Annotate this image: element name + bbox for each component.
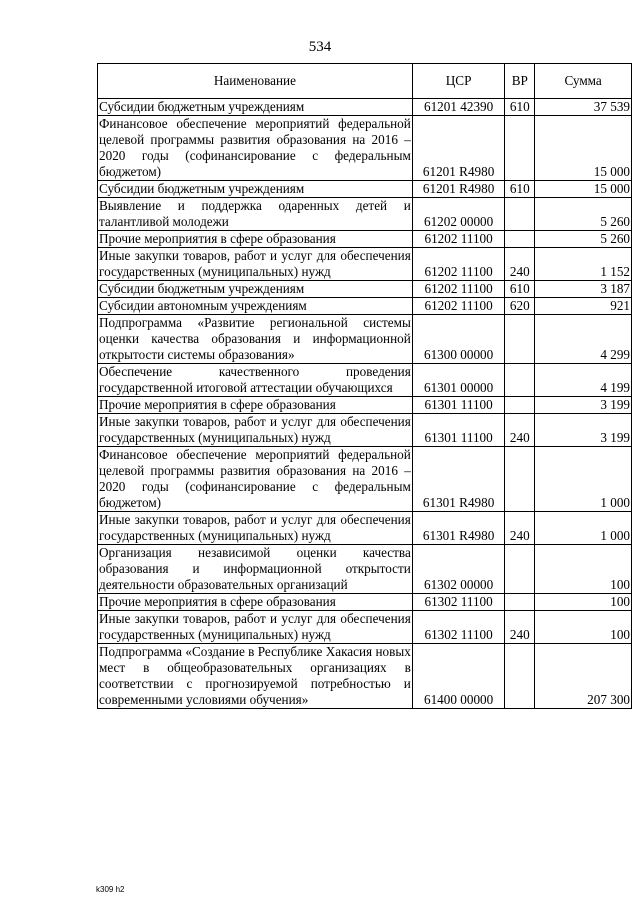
table-row [98, 281, 632, 298]
cell-sum: 3 187 [535, 281, 632, 298]
cell-csr: 61300 00000 [412, 315, 505, 364]
cell-vr [505, 447, 535, 512]
cell-csr: 61301 11100 [412, 397, 505, 414]
cell-vr [505, 545, 535, 594]
cell-vr [505, 594, 535, 611]
cell-name: Выявление и поддержка одаренных детей и талантливой молодежи [99, 198, 411, 229]
cell-csr: 61202 11100 [412, 231, 505, 248]
table-row [98, 298, 632, 315]
cell-vr: 240 [505, 248, 535, 281]
cell-name: Прочие мероприятия в сфере образования [98, 594, 413, 611]
cell-csr: 61302 11100 [412, 611, 505, 644]
table-row [98, 611, 632, 644]
table-row [98, 198, 632, 231]
page-number: 534 [308, 39, 332, 55]
cell-name: Субсидии автономным учреждениям [98, 298, 413, 315]
table-row [98, 512, 632, 545]
cell-sum: 100 [535, 611, 632, 644]
cell-sum: 4 299 [535, 315, 632, 364]
cell-sum: 5 260 [535, 198, 632, 231]
cell-sum: 100 [535, 545, 632, 594]
cell-vr: 610 [505, 181, 535, 198]
cell-name: Субсидии бюджетным учреждениям [98, 281, 413, 298]
cell-name: Прочие мероприятия в сфере образования [98, 231, 413, 248]
cell-name: Иные закупки товаров, работ и услуг для обеспечения государственных (муниципальных) нужд [99, 512, 411, 543]
cell-csr: 61202 11100 [412, 298, 505, 315]
cell-sum: 1 000 [535, 447, 632, 512]
table-row [98, 414, 632, 447]
table-row [98, 116, 632, 181]
cell-vr: 240 [505, 611, 535, 644]
cell-sum: 100 [535, 594, 632, 611]
cell-name: Подпрограмма «Развитие региональной системы оценки качества образования и информационной открытости системы образования» [99, 315, 411, 362]
budget-table [97, 63, 632, 709]
cell-csr: 61301 11100 [412, 414, 505, 447]
cell-csr: 61301 R4980 [412, 512, 505, 545]
cell-sum: 37 539 [535, 99, 632, 116]
cell-name: Иные закупки товаров, работ и услуг для обеспечения государственных (муниципальных) нужд [99, 248, 411, 279]
cell-name: Иные закупки товаров, работ и услуг для обеспечения государственных (муниципальных) нужд [99, 414, 411, 445]
table-row [98, 248, 632, 281]
cell-vr [505, 397, 535, 414]
cell-vr [505, 231, 535, 248]
cell-csr: 61202 11100 [412, 248, 505, 281]
cell-sum: 15 000 [535, 116, 632, 181]
cell-sum: 4 199 [535, 364, 632, 397]
cell-name: Прочие мероприятия в сфере образования [98, 397, 413, 414]
table-row [98, 644, 632, 709]
cell-vr [505, 315, 535, 364]
cell-name: Подпрограмма «Создание в Республике Хакасия новых мест в общеобразовательных организациях в соответствии с прогнозируемой потребностью и современными условиями обучения» [99, 644, 411, 707]
footer-code: k309 h2 [96, 885, 125, 894]
cell-name: Финансовое обеспечение мероприятий федеральной целевой программы развития образования на 2016 – 2020 годы (софинансирование с федеральным бюджетом) [99, 116, 411, 179]
table-row [98, 315, 632, 364]
table-row [98, 99, 632, 116]
cell-name: Субсидии бюджетным учреждениям [98, 181, 413, 198]
table-header-row [98, 64, 632, 99]
table-row [98, 231, 632, 248]
cell-csr: 61301 00000 [412, 364, 505, 397]
cell-csr: 61302 00000 [412, 545, 505, 594]
cell-sum: 1 000 [535, 512, 632, 545]
cell-name: Обеспечение качественного проведения государственной итоговой аттестации обучающихся [99, 364, 411, 395]
cell-sum: 1 152 [535, 248, 632, 281]
cell-csr: 61400 00000 [412, 644, 505, 709]
cell-csr: 61302 11100 [412, 594, 505, 611]
cell-csr: 61201 R4980 [412, 116, 505, 181]
cell-name: Организация независимой оценки качества образования и информационной открытости деятельности образовательных организаций [99, 545, 411, 592]
cell-vr [505, 644, 535, 709]
table-row [98, 594, 632, 611]
cell-csr: 61201 R4980 [412, 181, 505, 198]
cell-name: Субсидии бюджетным учреждениям [98, 99, 413, 116]
cell-name: Иные закупки товаров, работ и услуг для обеспечения государственных (муниципальных) нужд [99, 611, 411, 642]
cell-vr: 610 [505, 281, 535, 298]
cell-sum: 15 000 [535, 181, 632, 198]
table-row [98, 181, 632, 198]
cell-vr [505, 364, 535, 397]
cell-csr: 61301 R4980 [412, 447, 505, 512]
cell-sum: 3 199 [535, 397, 632, 414]
cell-vr: 610 [505, 99, 535, 116]
cell-vr: 620 [505, 298, 535, 315]
cell-vr [505, 198, 535, 231]
header-csr: ЦСР [412, 64, 505, 99]
cell-sum: 921 [535, 298, 632, 315]
table-row [98, 397, 632, 414]
table-row [98, 545, 632, 594]
cell-vr [505, 116, 535, 181]
header-sum: Сумма [535, 64, 632, 99]
header-name: Наименование [98, 64, 413, 99]
cell-csr: 61201 42390 [412, 99, 505, 116]
cell-sum: 207 300 [535, 644, 632, 709]
cell-csr: 61202 00000 [412, 198, 505, 231]
cell-csr: 61202 11100 [412, 281, 505, 298]
header-vr: ВР [505, 64, 535, 99]
cell-vr: 240 [505, 414, 535, 447]
table-row [98, 447, 632, 512]
table-row [98, 364, 632, 397]
cell-sum: 5 260 [535, 231, 632, 248]
cell-vr: 240 [505, 512, 535, 545]
cell-sum: 3 199 [535, 414, 632, 447]
cell-name: Финансовое обеспечение мероприятий федеральной целевой программы развития образования на 2016 – 2020 годы (софинансирование с федеральным бюджетом) [99, 447, 411, 510]
